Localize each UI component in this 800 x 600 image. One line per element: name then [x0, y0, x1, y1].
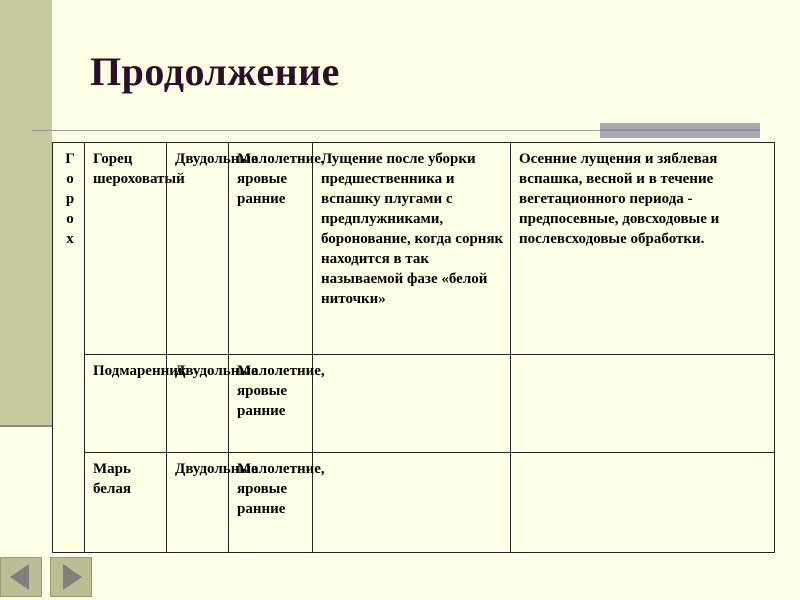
measures-basic-cell: Лущение после уборки предшественника и вспашку плугами с предплужниками, боронование, когда сорняк находится в так называемой фазе «белой ниточки» — [313, 143, 511, 355]
table-row — [53, 453, 775, 553]
group-cell: Малолетние, яровые ранние — [229, 143, 313, 355]
prev-slide-button[interactable] — [0, 557, 42, 597]
measures-basic-cell — [313, 355, 511, 453]
group-cell: Малолетние, яровые ранние — [229, 453, 313, 553]
measures-basic-cell — [313, 453, 511, 553]
group-cell: Малолетние, яровые ранние — [229, 355, 313, 453]
weed-cell: Марь белая — [85, 453, 167, 553]
measures-other-cell: Осенние лущения и зяблевая вспашка, весной и в течение вегетационного периода - предпосевные, довсходовые и послевсходовые обработки. — [511, 143, 775, 355]
title-divider — [32, 130, 600, 131]
triangle-right-icon — [51, 558, 91, 596]
table-row — [53, 143, 775, 355]
sidebar-decoration — [0, 0, 52, 425]
next-slide-button[interactable] — [50, 557, 92, 597]
measures-other-cell — [511, 355, 775, 453]
culture-name: Горох — [65, 151, 75, 247]
table-row — [53, 355, 775, 453]
weed-cell: Горец шероховатый — [85, 143, 167, 355]
weed-control-table — [52, 142, 775, 553]
culture-cell — [53, 143, 85, 553]
accent-bar — [600, 123, 760, 138]
measures-other-cell — [511, 453, 775, 553]
class-cell: Двудольные — [167, 355, 229, 453]
triangle-left-icon — [1, 558, 41, 596]
class-cell: Двудольные — [167, 453, 229, 553]
slide-title: Продолжение — [90, 49, 340, 94]
weed-cell: Подмаренник — [85, 355, 167, 453]
class-cell: Двудольные — [167, 143, 229, 355]
sidebar-divider — [0, 425, 52, 427]
